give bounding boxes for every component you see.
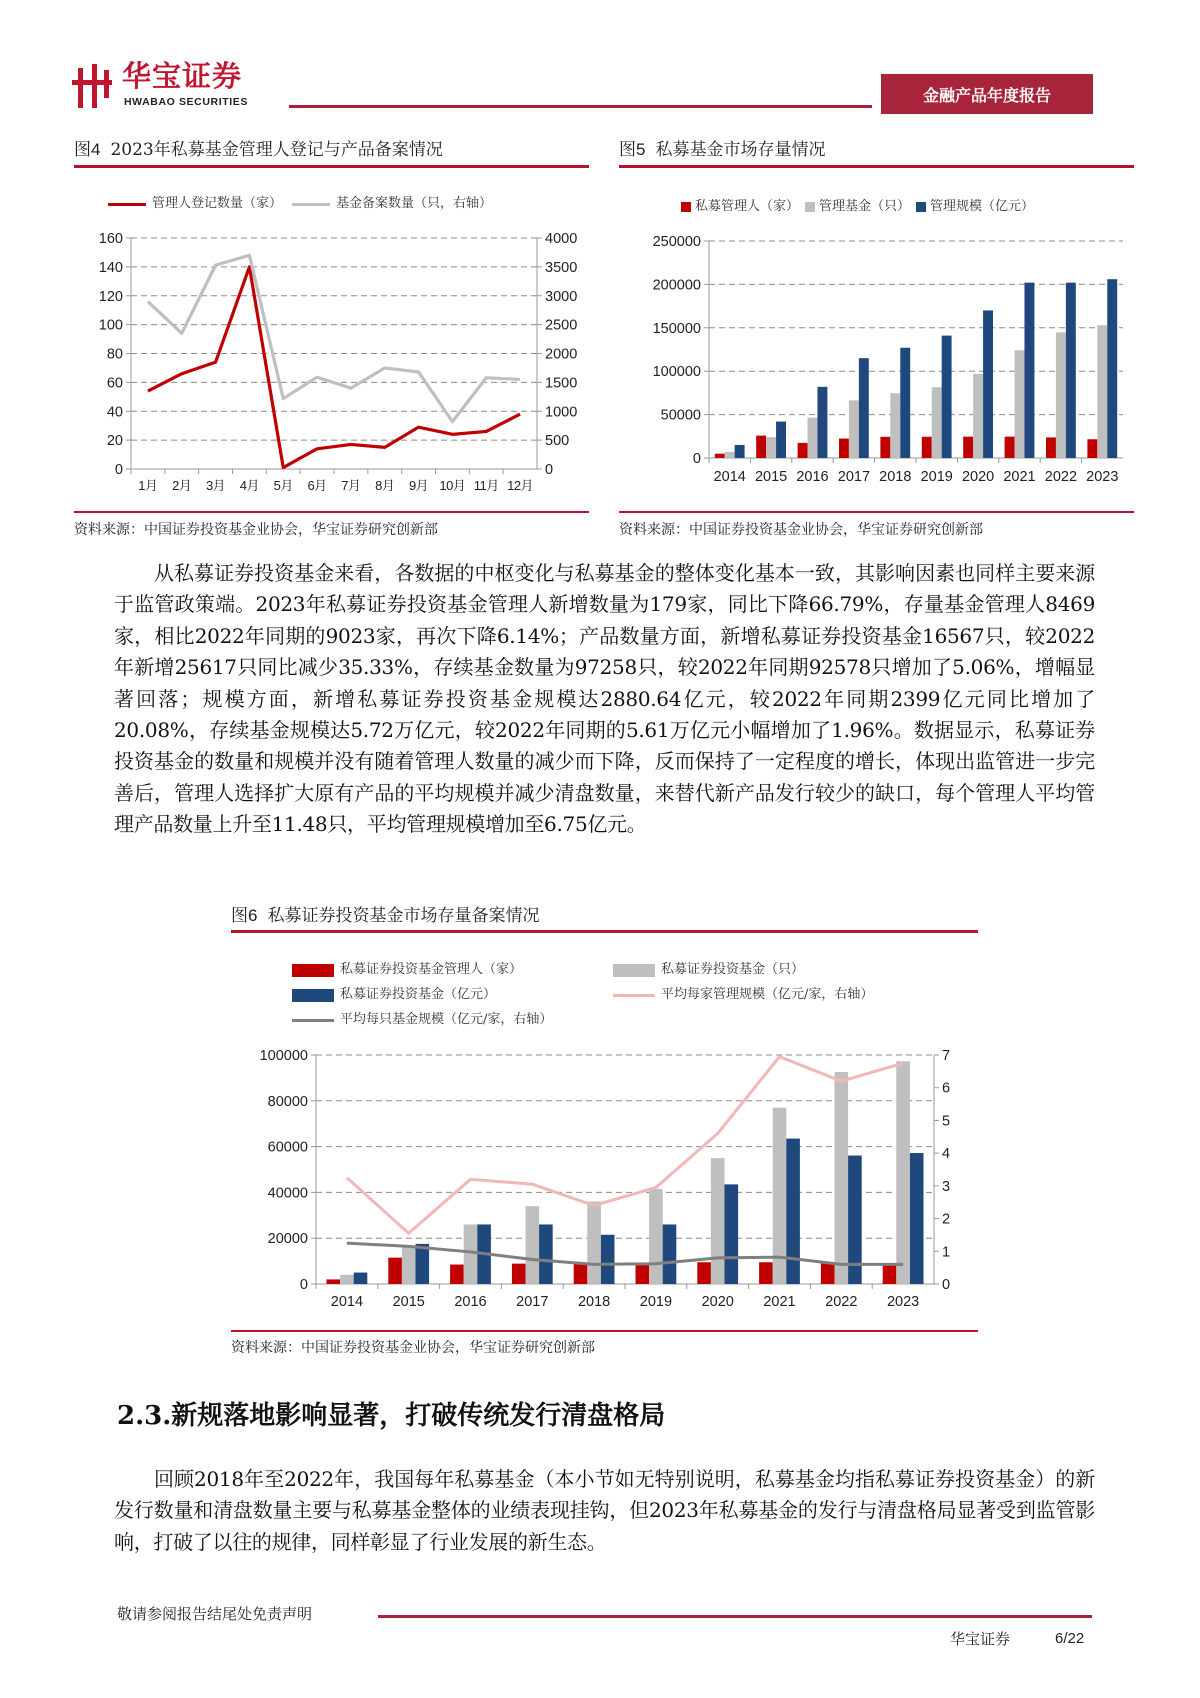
bar-2017: [859, 358, 869, 458]
figure4-top-rule: [74, 165, 589, 168]
legend-label: 私募证券投资基金（只）: [661, 962, 805, 977]
x-tick-label: 2022: [825, 1294, 858, 1310]
figure5-number: 图5: [619, 140, 646, 159]
legend-label: 管理基金（只）: [819, 199, 911, 214]
report-type-badge: 金融产品年度报告: [881, 74, 1093, 114]
y-right-tick-label: 7: [942, 1048, 951, 1064]
figure5-bottom-rule: [619, 511, 1134, 513]
y-left-tick-label: 20: [106, 433, 123, 450]
figure6-top-rule: [231, 930, 978, 933]
bar-2021: [786, 1139, 800, 1284]
y-left-tick-label: 100: [98, 317, 123, 334]
bar-2014: [354, 1273, 368, 1284]
legend-swatch-gray: [805, 202, 815, 212]
figure4-chart: [60, 225, 600, 505]
bar-2022: [821, 1263, 835, 1284]
bar-2016: [817, 387, 827, 458]
x-tick-label: 3月: [205, 478, 226, 493]
bar-2018: [574, 1264, 588, 1284]
legend-swatch-gray-line: [292, 203, 330, 206]
y-right-tick-label: 1000: [545, 404, 578, 421]
body-paragraph-1: 从私募证券投资基金来看，各数据的中枢变化与私募基金的整体变化基本一致，其影响因素也同样主要来源于监管政策端。2023年私募证券投资基金管理人新增数量为179家，同比下降66.79%，存量基金管理人8469家，相比2022年同期的9023家，再次下降6.14%；产品数量方面，新增私募证券投资基金16567只，较2022年新增25617只同比减少35.33%，存续基金数量为97258只，较2022年同期92578只增加了5.06%，增幅显著回落；规模方面，新增私募证券投资基金规模达2880.64亿元，较2022年同期2399亿元同比增加了20.08%，存续基金规模达5.72万亿元，较2022年同期的5.61万亿元小幅增加了1.96%。数据显示，私募证券投资基金的数量和规模并没有随着管理人数量的减少而下降，反而保持了一定程度的增长，体现出监管进一步完善后，管理人选择扩大原有产品的平均规模并减少清盘数量，来替代新产品发行较少的缺口，每个管理人平均管理产品数量上升至11.48只，平均管理规模增加至6.75亿元。: [114, 561, 1095, 837]
bar-2018: [880, 437, 890, 458]
legend-swatch-red: [681, 202, 691, 212]
bar-2023: [1097, 325, 1107, 458]
y-right-tick-label: 3000: [545, 288, 578, 305]
y-right-tick-label: 1: [942, 1244, 951, 1261]
y-right-tick-label: 2: [942, 1211, 951, 1228]
bar-2020: [711, 1158, 725, 1284]
y-right-tick-label: 0: [942, 1277, 951, 1293]
legend-label: 基金备案数量（只，右轴）: [336, 196, 493, 211]
footer-disclaimer: 敬请参阅报告结尾处免责声明: [117, 1605, 313, 1623]
series-line: [148, 267, 520, 468]
figure6-chart: [240, 1042, 980, 1322]
bar-2018: [890, 393, 900, 458]
y-left-tick-label: 200000: [652, 277, 701, 294]
y-left-tick-label: 80: [106, 346, 123, 363]
figure6-legend-item: [613, 962, 804, 978]
y-left-tick-label: 250000: [652, 234, 701, 250]
page-number: 6/22: [1055, 1630, 1085, 1647]
figure6-legend-item: [292, 987, 496, 1003]
figure6-legend-item: [613, 987, 873, 1003]
figure4-title: [74, 139, 443, 161]
x-tick-label: 8月: [375, 478, 395, 493]
bar-2023: [896, 1061, 910, 1284]
y-right-tick-label: 5: [942, 1113, 951, 1130]
series-line: [347, 1243, 903, 1264]
legend-label: 管理规模（亿元）: [930, 199, 1035, 214]
bar-2019: [663, 1224, 677, 1284]
x-tick-label: 2021: [763, 1294, 796, 1310]
logo-english: HWABAO SECURITIES: [124, 96, 248, 108]
x-tick-label: 2014: [330, 1294, 364, 1310]
y-left-tick-label: 0: [114, 462, 123, 478]
footer-company: 华宝证券: [950, 1630, 1011, 1648]
section-heading: 2.3.新规落地影响显著，打破传统发行清盘格局: [117, 1401, 666, 1431]
bar-2023: [1107, 279, 1117, 458]
figure5-title: [619, 139, 825, 161]
figure4-title-text: 2023年私募基金管理人登记与产品备案情况: [110, 140, 443, 160]
bar-2022: [1056, 332, 1066, 458]
x-tick-label: 2月: [172, 478, 192, 493]
x-tick-label: 2015: [392, 1294, 425, 1310]
y-left-tick-label: 140: [98, 259, 123, 276]
y-left-tick-label: 0: [299, 1277, 308, 1293]
bar-2015: [756, 436, 766, 458]
bar-2015: [388, 1258, 402, 1284]
bar-2015: [402, 1247, 416, 1284]
bar-2022: [1046, 437, 1056, 458]
body-paragraph-2: 回顾2018年至2022年，我国每年私募基金（本小节如无特别说明，私募基金均指私募证券投资基金）的新发行数量和清盘数量主要与私募基金整体的业绩表现挂钩，但2023年私募基金的发行与清盘格局显著受到监管影响，打破了以往的规律，同样彰显了行业发展的新生态。: [114, 1467, 1095, 1554]
x-tick-label: 7月: [341, 478, 361, 493]
bar-2020: [973, 374, 983, 458]
bar-2016: [808, 418, 818, 458]
y-right-tick-label: 2500: [545, 317, 578, 334]
x-tick-label: 9月: [408, 478, 429, 493]
y-left-tick-label: 50000: [660, 407, 701, 424]
figure4-legend: [108, 196, 492, 212]
legend-label: 私募证券投资基金（亿元）: [340, 987, 497, 1002]
figure6-legend-item: [292, 1012, 552, 1028]
figure4-source: 资料来源：中国证券投资基金业协会，华宝证券研究创新部: [74, 522, 438, 538]
legend-label: 平均每只基金规模（亿元/家，右轴）: [340, 1012, 553, 1027]
figure6-number: 图6: [231, 906, 258, 925]
x-tick-label: 12月: [507, 478, 534, 493]
bar-2021: [759, 1262, 773, 1284]
legend-swatch-red-line: [108, 203, 146, 206]
figure6-title: [231, 905, 539, 927]
bar-2014: [715, 454, 725, 458]
logo-chinese: 华宝证券: [122, 59, 243, 93]
figure6-source: 资料来源：中国证券投资基金业协会，华宝证券研究创新部: [231, 1340, 595, 1356]
legend-swatch-navy: [916, 202, 926, 212]
bar-2022: [835, 1072, 849, 1284]
y-left-tick-label: 160: [98, 231, 123, 247]
bar-2020: [697, 1262, 711, 1284]
bar-2016: [450, 1265, 464, 1284]
bar-2017: [539, 1224, 553, 1284]
x-tick-label: 10月: [439, 478, 466, 493]
bar-2019: [636, 1265, 650, 1284]
legend-swatch-red: [292, 964, 334, 977]
y-left-tick-label: 150000: [652, 320, 701, 337]
bar-2020: [724, 1184, 738, 1284]
series-line: [148, 255, 520, 421]
y-right-tick-label: 0: [545, 462, 554, 478]
bar-2015: [766, 437, 776, 458]
y-left-tick-label: 0: [692, 451, 701, 467]
bar-2021: [1024, 283, 1034, 458]
bar-2014: [725, 452, 735, 458]
bar-2021: [1005, 437, 1015, 458]
figure4-number: 图4: [74, 140, 101, 159]
bar-2023: [1087, 439, 1097, 458]
logo-mark-icon: [70, 62, 116, 110]
figure4-bottom-rule: [74, 511, 589, 513]
y-right-tick-label: 3: [942, 1178, 951, 1195]
legend-swatch-gray: [613, 964, 655, 977]
y-right-tick-label: 4000: [545, 231, 578, 247]
header-divider: [289, 105, 872, 108]
x-tick-label: 4月: [239, 478, 260, 493]
x-tick-label: 6月: [307, 478, 327, 493]
series-line: [347, 1057, 903, 1234]
legend-swatch-pink-line: [613, 994, 655, 997]
bar-2023: [883, 1265, 897, 1284]
figure5-source: 资料来源：中国证券投资基金业协会，华宝证券研究创新部: [619, 522, 983, 538]
figure5-title-text: 私募基金市场存量情况: [655, 140, 826, 160]
bar-2019: [922, 437, 932, 458]
y-left-tick-label: 20000: [267, 1231, 308, 1248]
bar-2016: [464, 1224, 478, 1284]
y-right-tick-label: 500: [545, 433, 570, 450]
y-left-tick-label: 60000: [267, 1139, 308, 1156]
x-tick-label: 2023: [1086, 469, 1119, 485]
y-left-tick-label: 60: [106, 375, 123, 392]
x-tick-label: 5月: [273, 478, 293, 493]
y-left-tick-label: 80000: [267, 1093, 308, 1110]
figure6-legend-item: [292, 962, 522, 978]
bar-2017: [512, 1264, 526, 1284]
bar-2018: [587, 1202, 601, 1284]
x-tick-label: 2015: [754, 469, 788, 485]
legend-label: 平均每家管理规模（亿元/家，右轴）: [661, 987, 874, 1002]
x-tick-label: 2020: [961, 469, 995, 485]
x-tick-label: 2018: [577, 1294, 611, 1310]
x-tick-label: 2021: [1003, 469, 1036, 485]
x-tick-label: 2017: [516, 1294, 549, 1310]
bar-2018: [900, 348, 910, 458]
legend-swatch-navy: [292, 989, 334, 1002]
bar-2017: [839, 439, 849, 458]
bar-2015: [776, 422, 786, 458]
y-left-tick-label: 100000: [259, 1048, 308, 1064]
y-right-tick-label: 1500: [545, 375, 578, 392]
legend-label: 私募证券投资基金管理人（家）: [340, 962, 523, 977]
x-tick-label: 2018: [879, 469, 912, 485]
figure6-bottom-rule: [231, 1330, 978, 1332]
x-tick-label: 2016: [454, 1294, 487, 1310]
y-right-tick-label: 2000: [545, 346, 578, 363]
bar-2022: [1066, 283, 1076, 458]
bar-2014: [735, 445, 745, 458]
bar-2021: [1015, 350, 1025, 458]
y-left-tick-label: 40: [106, 404, 123, 421]
y-right-tick-label: 4: [942, 1146, 951, 1163]
x-tick-label: 2016: [796, 469, 829, 485]
x-tick-label: 2020: [701, 1294, 734, 1310]
figure5-top-rule: [619, 165, 1134, 168]
bar-2020: [983, 310, 993, 458]
bar-2023: [910, 1153, 924, 1284]
footer-divider: [378, 1615, 1092, 1618]
y-right-tick-label: 3500: [545, 259, 578, 276]
legend-swatch-darkgray-line: [292, 1019, 334, 1022]
figure5-legend: [681, 199, 1034, 215]
bar-2018: [601, 1235, 615, 1284]
bar-2017: [849, 400, 859, 458]
figure6-title-text: 私募证券投资基金市场存量备案情况: [267, 906, 540, 926]
legend-label: 管理人登记数量（家）: [152, 196, 283, 211]
bar-2015: [415, 1244, 429, 1284]
x-tick-label: 2023: [886, 1294, 920, 1310]
y-left-tick-label: 100000: [652, 364, 701, 381]
x-tick-label: 2019: [639, 1294, 673, 1310]
x-tick-label: 2019: [920, 469, 953, 485]
figure5-chart: [640, 225, 1140, 495]
y-right-tick-label: 6: [942, 1080, 951, 1097]
x-tick-label: 2022: [1044, 469, 1078, 485]
legend-label: 私募管理人（家）: [695, 199, 800, 214]
y-left-tick-label: 40000: [267, 1185, 308, 1202]
x-tick-label: 11月: [473, 478, 499, 493]
y-left-tick-label: 120: [98, 288, 123, 305]
x-tick-label: 2014: [713, 469, 746, 485]
bar-2016: [798, 443, 808, 458]
bar-2017: [526, 1206, 540, 1284]
bar-2019: [942, 336, 952, 458]
bar-2014: [327, 1279, 341, 1284]
bar-2019: [649, 1189, 663, 1284]
bar-2019: [932, 387, 942, 458]
x-tick-label: 1月: [138, 478, 158, 493]
x-tick-label: 2017: [837, 469, 871, 485]
bar-2014: [340, 1275, 354, 1284]
bar-2020: [963, 437, 973, 458]
